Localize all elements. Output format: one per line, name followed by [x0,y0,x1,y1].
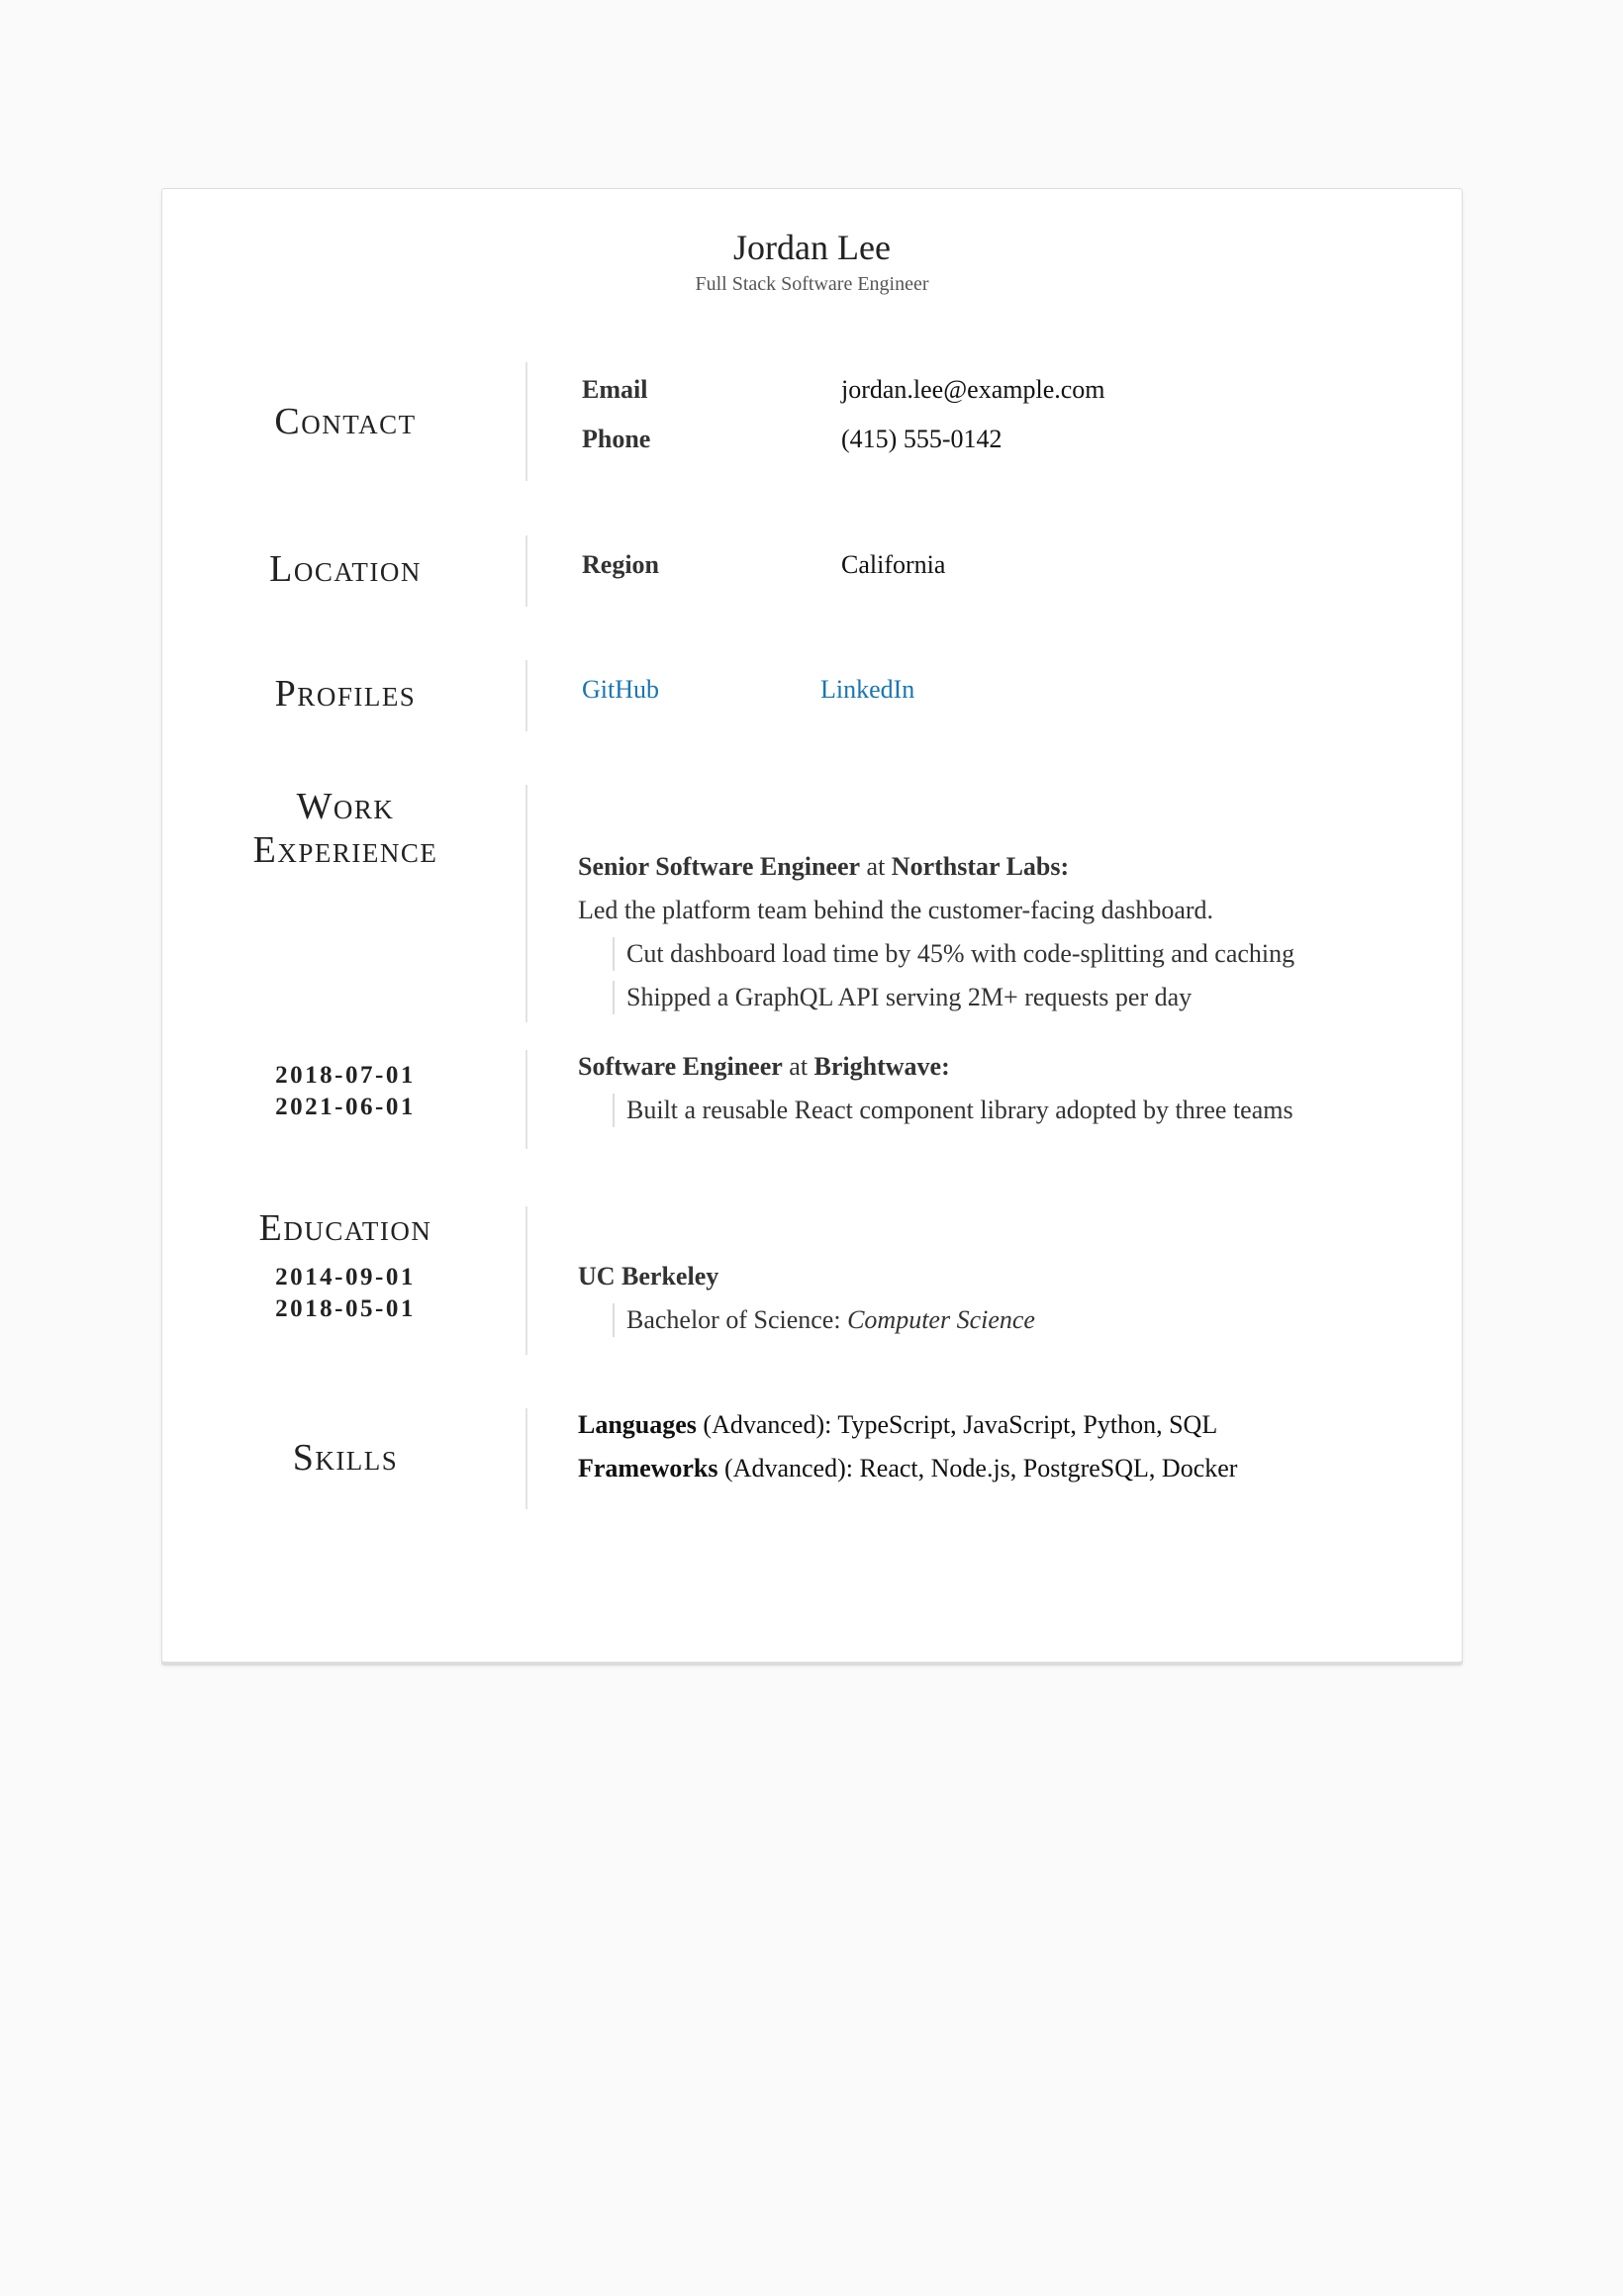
github-link[interactable]: GitHub [582,675,659,704]
skill-keywords: TypeScript, JavaScript, Python, SQL [837,1410,1218,1439]
job-position: Senior Software Engineer [578,852,861,881]
phone-value[interactable]: (415) 555-0142 [841,425,1002,453]
section-divider [525,660,527,731]
region-value: California [841,550,946,579]
resume-header [162,227,1462,296]
job-highlight: Built a reusable React component library adopted by three teams [613,1094,1293,1127]
section-divider [525,535,527,607]
region-value-row [841,549,945,581]
degree-area: Computer Science [847,1305,1035,1334]
phone-label: Phone [582,425,651,453]
skills-heading: Skills [292,1437,399,1479]
job-highlight: Cut dashboard load time by 45% with code-splitting and caching [613,937,1294,971]
work-entry-2 [162,1050,1462,1149]
skill-row [578,1408,1217,1442]
skills-section [162,1408,1462,1509]
profiles-section [162,660,1462,731]
profiles-heading: Profiles [274,673,417,715]
skill-keywords: React, Node.js, PostgreSQL, Docker [859,1454,1238,1483]
degree-prefix: Bachelor of Science: [626,1305,841,1334]
education-section [162,1206,1462,1355]
education-institution [578,1260,718,1293]
email-value-row [841,374,1105,406]
linkedin-link[interactable]: LinkedIn [820,675,915,704]
skill-level: (Advanced): [724,1454,853,1483]
section-divider [525,1050,527,1149]
contact-heading: Contact [274,401,417,442]
job-summary: Led the platform team behind the customer-facing dashboard. [578,896,1214,924]
section-divider [525,362,527,481]
contact-section [162,362,1462,481]
location-heading: Location [269,548,422,590]
skill-row [578,1452,1237,1485]
region-label: Region [582,550,659,579]
work-heading-line1: Work [296,786,395,827]
education-heading: Education [258,1207,432,1249]
candidate-headline: Full Stack Software Engineer [695,273,929,296]
job-position: Software Engineer [578,1052,783,1081]
candidate-name: Jordan Lee [733,228,891,267]
job-title-line [578,850,1069,884]
job-at: at [789,1052,809,1081]
email-label: Email [582,375,648,404]
work-heading-line2: Experience [252,829,438,871]
section-divider [525,1206,527,1355]
education-end-date: 2018-05-01 [275,1295,416,1322]
job-at: at [866,852,886,881]
education-degree [613,1303,1035,1337]
phone-row [582,424,650,455]
section-divider [525,1408,527,1509]
skill-level: (Advanced): [703,1410,832,1439]
skill-name: Languages [578,1410,697,1439]
resume-sheet [161,188,1463,1663]
institution-name: UC Berkeley [578,1262,719,1291]
phone-value-row [841,424,1002,455]
job-company: Brightwave: [813,1052,950,1081]
job-start-date: 2018-07-01 [275,1062,416,1089]
job-highlight: Shipped a GraphQL API serving 2M+ requests per day [613,981,1192,1014]
region-label-row [582,549,659,581]
skill-name: Frameworks [578,1454,718,1483]
job-company: Northstar Labs: [891,852,1070,881]
email-row [582,374,647,406]
email-value[interactable]: jordan.lee@example.com [841,375,1105,404]
section-divider [525,785,527,1022]
job-end-date: 2021-06-01 [275,1094,416,1120]
work-section [162,785,1462,1022]
education-start-date: 2014-09-01 [275,1264,416,1291]
job-title-line [578,1050,950,1084]
location-section [162,535,1462,607]
